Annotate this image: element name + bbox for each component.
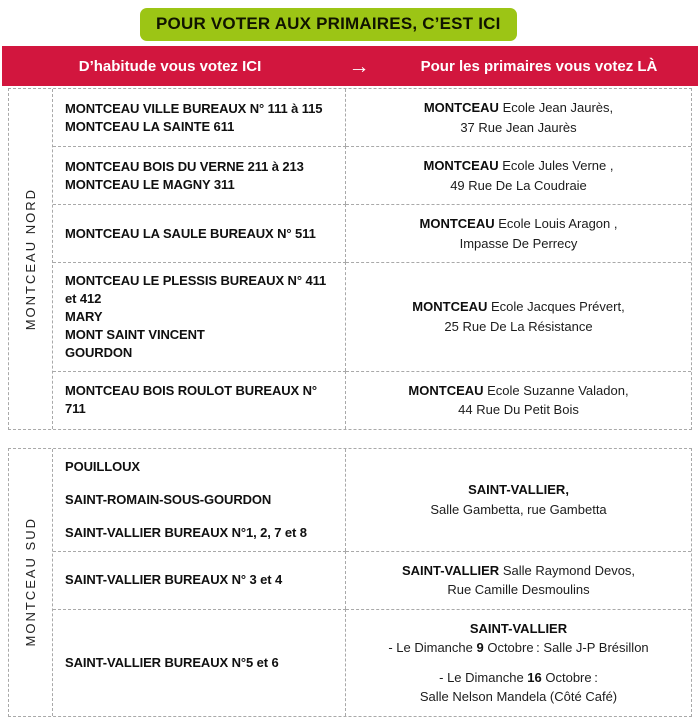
right-arrow-icon: → [348, 54, 370, 78]
location-text: 44 Rue Du Petit Bois [458, 402, 579, 418]
location-text: Ecole Jacques Prévert, [491, 299, 625, 315]
city-name-bold: MONTCEAU [423, 158, 503, 173]
city-name-bold: MONTCEAU [412, 299, 492, 315]
location-text: 49 Rue De La Coudraie [450, 177, 587, 193]
location-text: Salle Nelson Mandela (Côté Café) [419, 689, 618, 704]
usual-polling-cell [53, 449, 346, 551]
usual-polling-cell [53, 89, 346, 146]
location-text: Octobre : Salle J-P Brésillon [483, 640, 649, 655]
primary-location-line [358, 156, 679, 176]
location-text: Ecole Jean Jaurès, [502, 100, 614, 115]
primary-location-line [358, 381, 679, 401]
polling-place: SAINT-ROMAIN-SOUS-GOURDON [65, 491, 272, 507]
table-montceau-nord [8, 88, 692, 430]
city-name-bold: 9 [476, 640, 484, 655]
location-text: - Le Dimanche [439, 669, 528, 685]
primary-location-line [358, 480, 679, 500]
usual-polling-cell [53, 609, 346, 716]
polling-place: SAINT-VALLIER BUREAUX N°5 et 6 [65, 654, 279, 670]
city-name-bold: SAINT-VALLIER, [468, 482, 569, 498]
tables-container [8, 88, 692, 717]
city-name-bold: MONTCEAU [423, 100, 503, 115]
primary-location-line [358, 500, 679, 520]
primary-location-line [358, 561, 679, 581]
primaries-location-cell [346, 609, 691, 716]
polling-place: SAINT-VALLIER BUREAUX N° 3 et 4 [65, 572, 283, 588]
section-label [9, 89, 53, 429]
usual-polling-cell [53, 551, 346, 609]
primary-location-line [358, 619, 679, 639]
location-text: Ecole Jules Verne , [502, 158, 614, 173]
location-text: Ecole Louis Aragon , [498, 216, 618, 231]
polling-place: GOURDON [65, 344, 133, 360]
polling-place: MARY [65, 308, 103, 324]
primary-location-line [358, 234, 679, 254]
usual-polling-cell [53, 204, 346, 262]
location-text: Rue Camille Desmoulins [447, 582, 590, 597]
primary-location-line [358, 580, 679, 600]
location-text: 37 Rue Jean Jaurès [460, 119, 577, 135]
location-text: 25 Rue De La Résistance [444, 318, 593, 334]
primary-location-line [358, 400, 679, 420]
polling-place: MONTCEAU BOIS DU VERNE 211 à 213 [65, 158, 304, 174]
primaries-location-cell [346, 371, 691, 429]
usual-polling-cell [53, 371, 346, 429]
location-text: - Le Dimanche [388, 640, 477, 655]
city-name-bold: MONTCEAU [419, 216, 499, 231]
column-header-bar [2, 46, 698, 86]
primaries-location-cell [346, 204, 691, 262]
title-banner-label: POUR VOTER AUX PRIMAIRES, C’EST ICI [156, 14, 501, 33]
table-montceau-sud [8, 448, 692, 717]
primary-location-line [358, 638, 679, 658]
polling-place: MONTCEAU LE PLESSIS BUREAUX N° 411 et 412 [65, 273, 327, 306]
primaries-location-cell [346, 551, 691, 609]
polling-place: POUILLOUX [65, 458, 140, 474]
primary-location-line [358, 98, 679, 118]
blank-line [358, 658, 679, 668]
section-label-text: MONTCEAU SUD [23, 517, 38, 647]
primary-location-line [358, 668, 679, 688]
polling-place: MONT SAINT VINCENT [65, 326, 205, 342]
city-name-bold: SAINT-VALLIER [469, 620, 568, 636]
location-text: Octobre : [541, 669, 598, 685]
usual-polling-cell [53, 262, 346, 371]
primaries-location-cell [346, 146, 691, 204]
primary-location-line [358, 214, 679, 234]
column-header-usual: D’habitude vous votez ICI [78, 57, 262, 75]
section-label [9, 449, 53, 716]
city-name-bold: MONTCEAU [408, 382, 488, 398]
column-header-primaries: Pour les primaires vous votez LÀ [420, 57, 658, 75]
primaries-location-cell [346, 89, 691, 146]
primary-location-line [358, 118, 679, 138]
section-label-text: MONTCEAU NORD [23, 187, 38, 330]
polling-place: MONTCEAU LA SAULE BUREAUX N° 511 [65, 225, 316, 241]
polling-place: MONTCEAU LA SAINTE 611 [65, 118, 235, 134]
primaries-location-cell [346, 262, 691, 371]
primaries-location-cell [346, 449, 691, 551]
primary-location-line [358, 297, 679, 317]
polling-place: SAINT-VALLIER BUREAUX N°1, 2, 7 et 8 [65, 524, 307, 540]
city-name-bold: 16 [527, 669, 542, 685]
location-text: Impasse De Perrecy [459, 235, 578, 251]
usual-polling-cell [53, 146, 346, 204]
primary-location-line [358, 317, 679, 337]
primary-location-line [358, 176, 679, 196]
polling-place: MONTCEAU LE MAGNY 311 [65, 176, 235, 192]
location-text: Salle Raymond Devos, [502, 562, 636, 578]
polling-place: MONTCEAU VILLE BUREAUX N° 111 à 115 [65, 100, 323, 116]
primary-location-line [358, 687, 679, 707]
polling-place: MONTCEAU BOIS ROULOT BUREAUX N° 711 [65, 383, 317, 417]
location-text: Salle Gambetta, rue Gambetta [430, 501, 607, 517]
title-banner [140, 8, 517, 41]
city-name-bold: SAINT-VALLIER [401, 562, 503, 578]
location-text: Ecole Suzanne Valadon, [487, 382, 629, 398]
